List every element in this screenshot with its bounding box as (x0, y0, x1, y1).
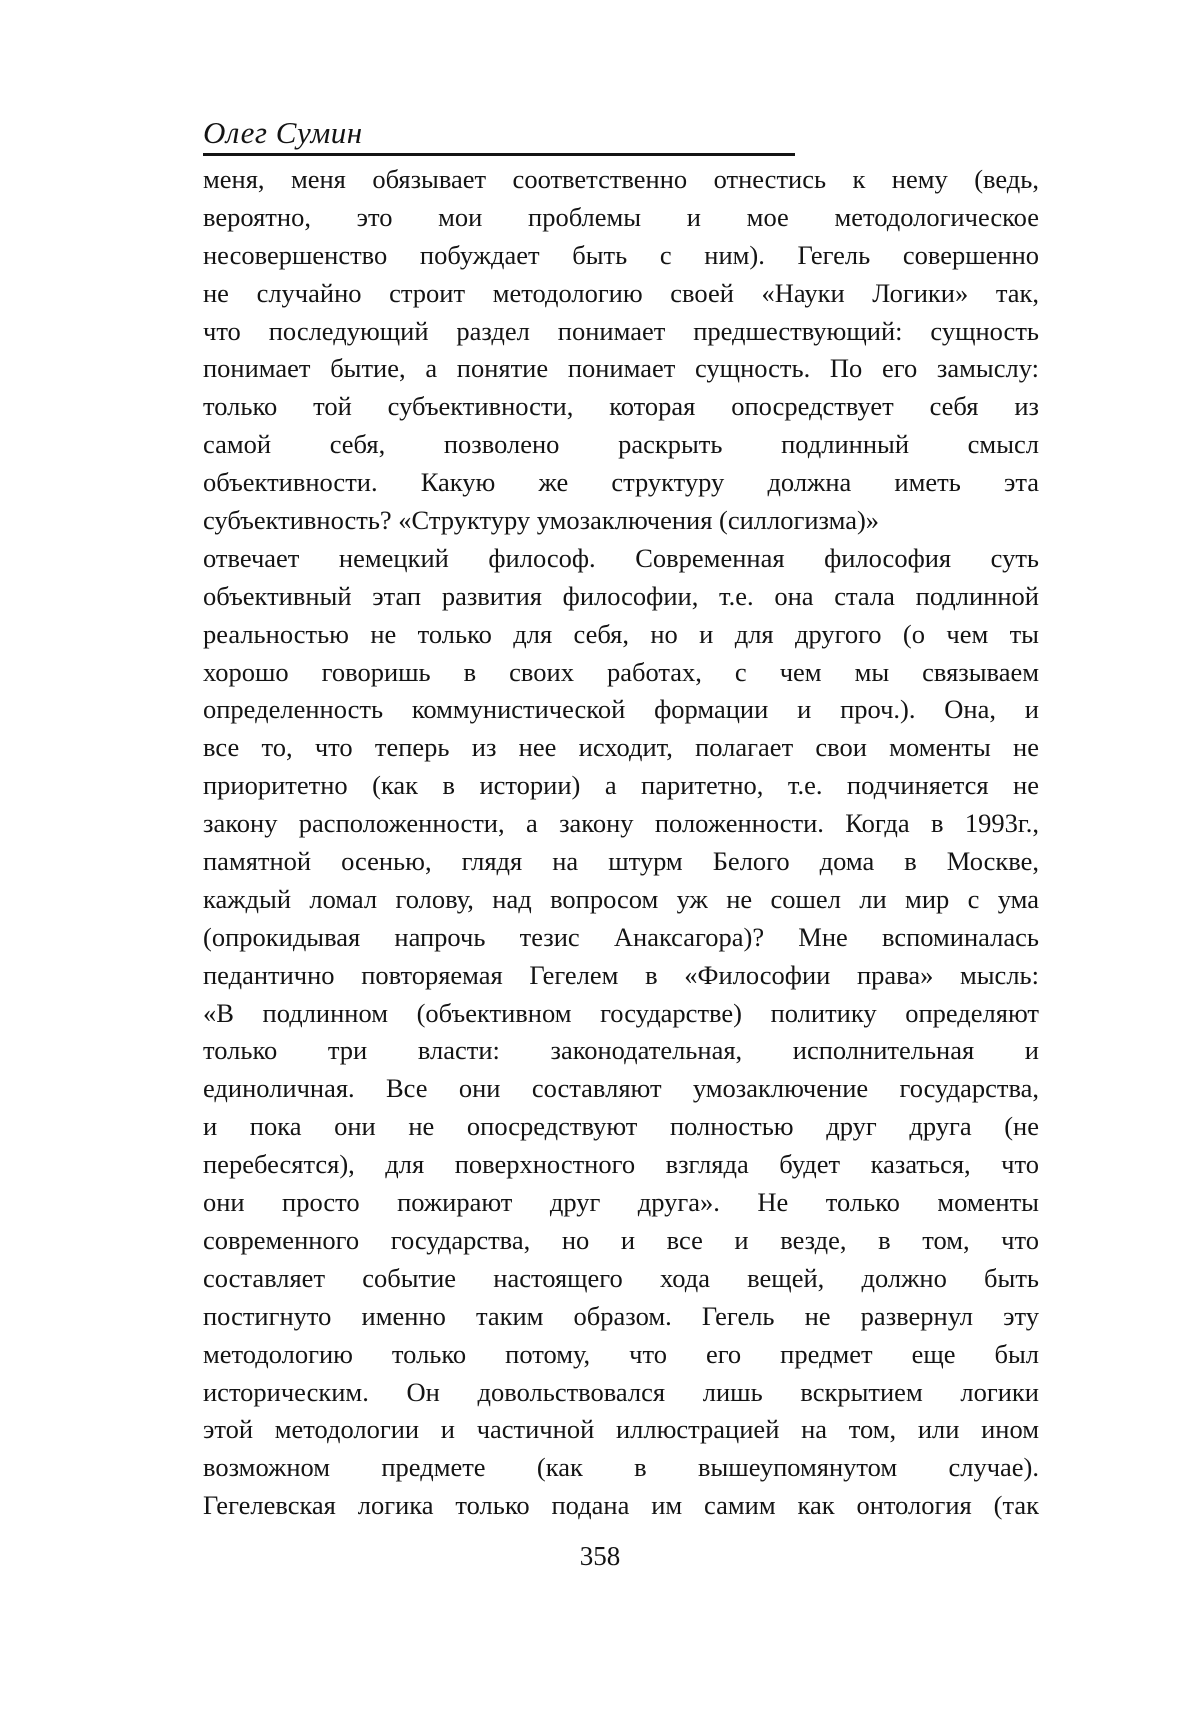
text-line: и пока они не опосредствуют полностью друг друга (не (203, 1111, 1039, 1142)
text-line: что последующий раздел понимает предшествующий: сущность (203, 315, 1039, 346)
text-line: памятной осенью, глядя на штурм Белого дома в Москве, (203, 846, 1039, 877)
text-line: закону расположенности, а закону положенности. Когда в 1993г., (203, 808, 1039, 839)
text-line: субъективность? «Структуру умозаключения (силлогизма)» (203, 505, 880, 536)
text-line: «В подлинном (объективном государстве) политику определяют (203, 997, 1039, 1028)
text-line: все то, что теперь из нее исходит, полагает свои моменты не (203, 732, 1039, 763)
text-line: историческим. Он довольствовался лишь вскрытием логики (203, 1376, 1039, 1407)
text-line: хорошо говоришь в своих работах, с чем мы связываем (203, 656, 1039, 687)
text-line: Гегелевская логика только подана им самим как онтология (так (203, 1490, 1039, 1521)
page-number: 358 (579, 1541, 621, 1571)
text-line: только три власти: законодательная, исполнительная и (203, 1035, 1039, 1066)
text-line: только той субъективности, которая опосредствует себя из (203, 391, 1039, 422)
text-line: постигнуто именно таким образом. Гегель не развернул эту (203, 1300, 1039, 1331)
text-line: каждый ломал голову, над вопросом уж не сошел ли мир с ума (203, 883, 1039, 914)
text-line: возможном предмете (как в вышеупомянутом случае). (203, 1452, 1039, 1483)
text-line: этой методологии и частичной иллюстрацией на том, или ином (203, 1414, 1039, 1445)
text-line: реальностью не только для себя, но и для другого (о чем ты (203, 618, 1039, 649)
text-line: методологию только потому, что его предмет еще был (203, 1338, 1039, 1369)
text-line: понимает бытие, а понятие понимает сущность. По его замыслу: (203, 353, 1039, 384)
text-line: самой себя, позволено раскрыть подлинный смысл (203, 429, 1039, 460)
text-line: объективности. Какую же структуру должна иметь эта (203, 467, 1039, 498)
text-line: приоритетно (как в истории) а паритетно, т.е. подчиняется не (203, 770, 1039, 801)
text-line: перебесятся), для поверхностного взгляда будет казаться, что (203, 1149, 1039, 1180)
header-rule (203, 153, 795, 156)
text-line: вероятно, это мои проблемы и мое методологическое (203, 201, 1039, 232)
text-line: объективный этап развития философии, т.е. она стала подлинной (203, 580, 1039, 611)
text-line: отвечает немецкий философ. Современная философия суть (203, 542, 1039, 573)
running-head-author: Олег Сумин (203, 115, 363, 150)
text-line: составляет событие настоящего хода вещей, должно быть (203, 1262, 1039, 1293)
text-line: несовершенство побуждает быть с ним). Гегель совершенно (203, 239, 1039, 270)
text-line: определенность коммунистической формации и проч.). Она, и (203, 694, 1039, 725)
text-line: педантично повторяемая Гегелем в «Философии права» мысль: (203, 959, 1039, 990)
body-text (203, 161, 1039, 1525)
text-line: меня, меня обязывает соответственно отнестись к нему (ведь, (203, 164, 1039, 194)
text-line: (опрокидывая напрочь тезис Анаксагора)? Мне вспоминалась (203, 921, 1039, 952)
text-line: не случайно строит методологию своей «Науки Логики» так, (203, 277, 1039, 308)
text-line: они просто пожирают друг друга». Не только моменты (203, 1187, 1039, 1218)
text-line: современного государства, но и все и везде, в том, что (203, 1224, 1039, 1255)
text-line: единоличная. Все они составляют умозаключение государства, (203, 1073, 1039, 1104)
